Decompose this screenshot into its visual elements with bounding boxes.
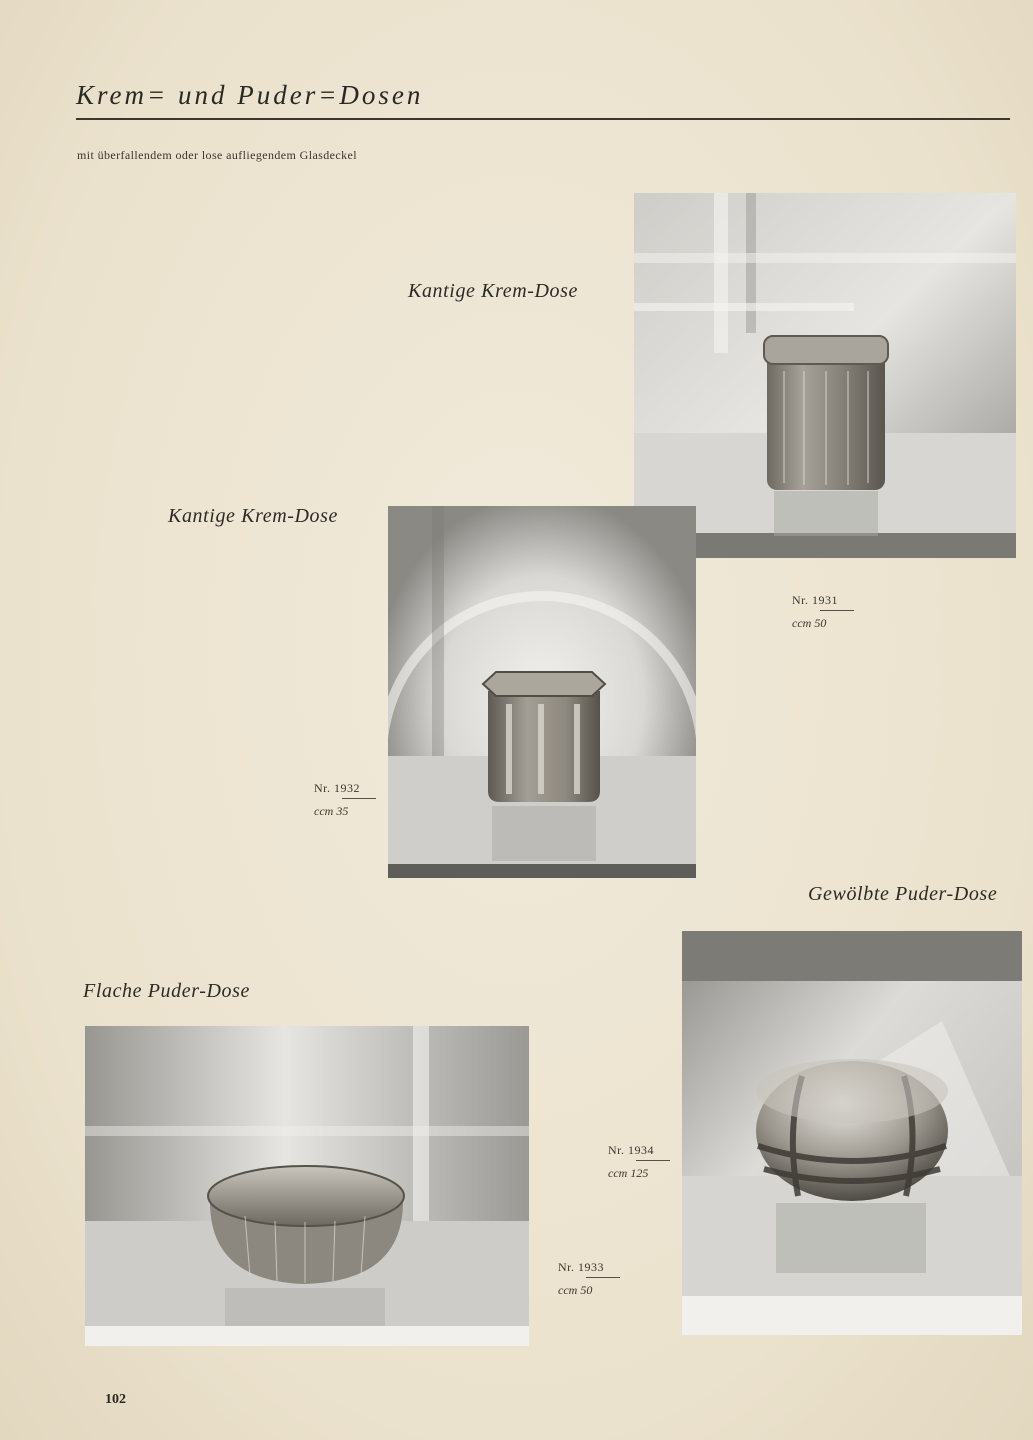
ref-1932: [314, 782, 360, 817]
caption-1931: Kantige Krem-Dose: [408, 280, 578, 302]
ref-1933: [558, 1261, 604, 1296]
ccm-1934: ccm 125: [608, 1167, 654, 1179]
ccm-1931: ccm 50: [792, 617, 838, 629]
page-number: 102: [105, 1392, 126, 1407]
ccm-1932: ccm 35: [314, 805, 360, 817]
product-photo-1934: [682, 931, 1022, 1335]
page-subtitle: mit überfallendem oder lose aufliegendem Glasdeckel: [77, 148, 357, 162]
title-rule: [76, 118, 1010, 120]
nr-1931: Nr. 1931: [792, 593, 838, 607]
caption-1934: Gewölbte Puder-Dose: [808, 883, 998, 905]
ref-1934: [608, 1144, 654, 1179]
caption-1933: Flache Puder-Dose: [83, 980, 250, 1002]
ref-1931: [792, 594, 838, 629]
page-title: Krem= und Puder=Dosen: [76, 80, 424, 110]
nr-1933: Nr. 1933: [558, 1260, 604, 1274]
ccm-1933: ccm 50: [558, 1284, 604, 1296]
nr-1932: Nr. 1932: [314, 781, 360, 795]
nr-1934: Nr. 1934: [608, 1143, 654, 1157]
product-photo-1932: [388, 506, 696, 878]
caption-1932: Kantige Krem-Dose: [168, 505, 338, 527]
product-photo-1933: [85, 1026, 529, 1346]
product-photo-1931: [634, 193, 1016, 558]
